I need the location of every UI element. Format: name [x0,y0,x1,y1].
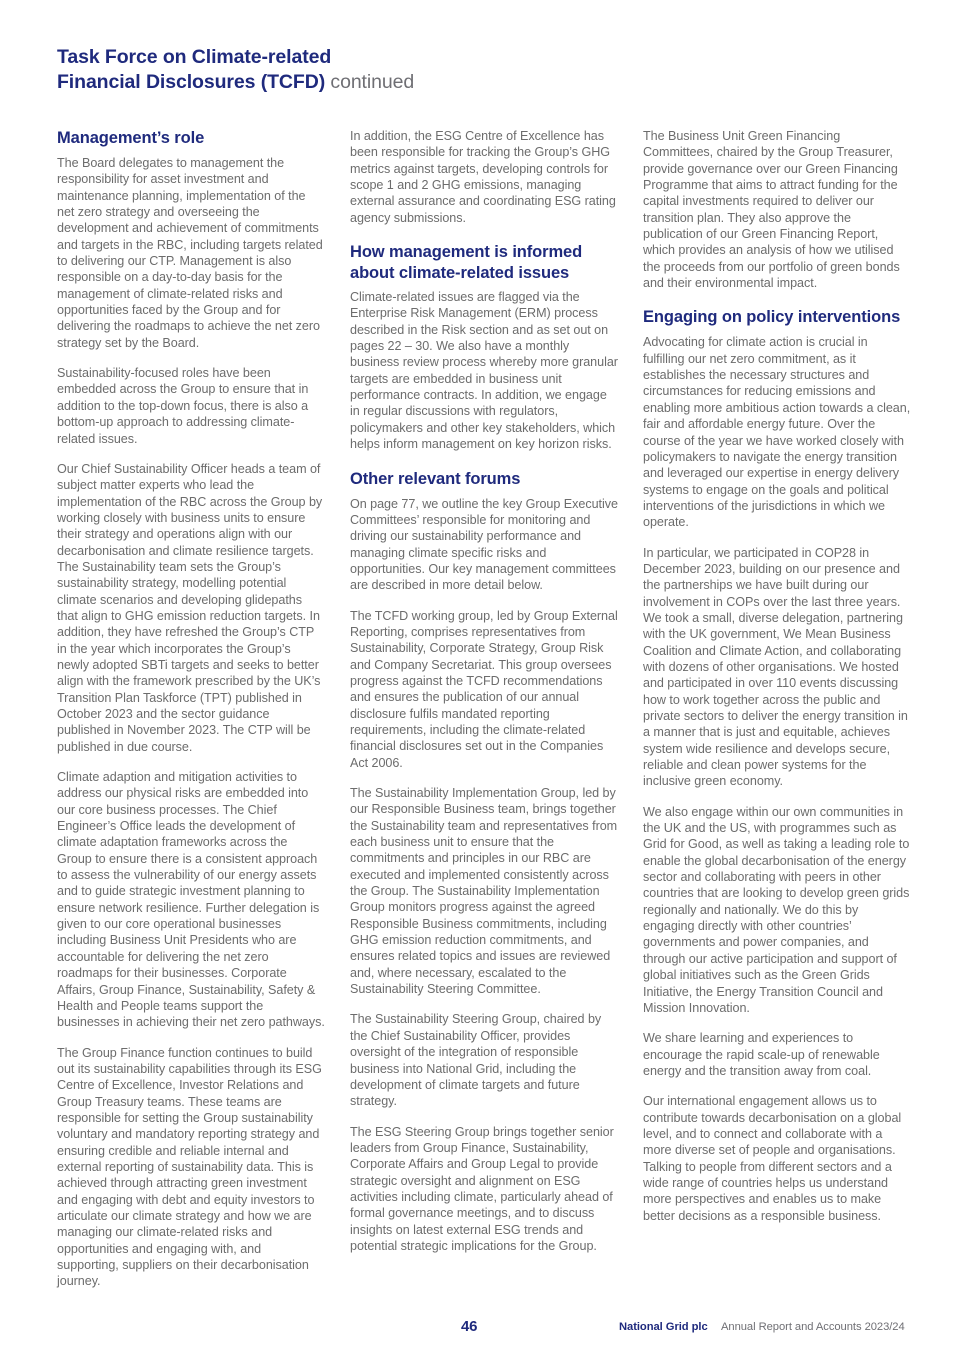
text-column-2 [350,128,618,1290]
paragraph: The ESG Steering Group brings together senior leaders from Group Finance, Sustainability, Corporate Affairs and Group Legal to provide strategic oversight and alignment on ESG activities including climate, particularly ahead of formal governance meetings, and to discuss insights on latest external ESG trends and potential strategic implications for the Group. [350,1124,614,1253]
text-column-3 [643,128,911,1290]
paragraph: We share learning and experiences to encourage the rapid scale-up of renewable energy and the transition away from coal. [643,1031,880,1078]
paragraph: In addition, the ESG Centre of Excellence has been responsible for tracking the Group’s GHG metrics against targets, developing controls for scope 1 and 2 GHG emissions, managing external assurance and coordinating ESG rating agency submissions. [350,129,616,225]
paragraph: Climate-related issues are flagged via the Enterprise Risk Management (ERM) process described in the Risk section and as set out on pages 22 – 30. We also have a monthly business review process whereby more granular targets are embedded in business unit performance contracts. In addition, we engage in regular discussions with regulators, policymakers and other key stakeholders, which helps inform management on key horizon risks. [350,290,618,452]
paragraph: The Sustainability Steering Group, chaired by the Chief Sustainability Officer, provides oversight of the integration of responsible business into National Grid, including the development of climate targets and future strategy. [350,1012,602,1109]
paragraph: Climate adaption and mitigation activities to address our physical risks are embedded into our core business processes. The Chief Engineer’s Office leads the development of climate adaptation frameworks across the Group to ensure there is a consistent approach to assess the vulnerability of our energy assets and to guide strategic investment planning to ensure network resilience. Further delegation is given to our core operational businesses including Business Unit Presidents who are accountable for delivering the net zero roadmaps for their businesses. Corporate Affairs, Group Finance, Sustainability, Safety & Health and People teams support the businesses in achieving their net zero pathways. [57,770,325,1030]
section-heading-line-2: about climate-related issues [350,263,570,282]
footer-brand-name: National Grid plc [619,1321,708,1333]
paragraph: We also engage within our own communities in the UK and the US, with programmes such as Grid for Good, as well as taking a leading role to enable the global decarbonisation of the energy sector and collaborating with peers in other countries that are looking to develop green grids regionally and nationally. We do this by engaging directly with other countries’ governments and power companies, and through our active participation and support of global initiatives such as the Green Grids Initiative, the Energy Transition Council and Mission Innovation. [643,804,910,1015]
three-column-body [57,128,912,1290]
page-title-continued-label: continued [330,71,415,93]
section-heading-how-management-is-informed [350,242,618,283]
page-number: 46 [461,1318,478,1335]
paragraph: Our Chief Sustainability Officer heads a team of subject matter experts who lead the implementation of the RBC across the Group by working closely with business units to ensure their strategy and operations align with our decarbonisation and climate resilience targets. The Sustainability team sets the Group’s sustainability strategy, modelling potential climate scenarios and developing glidepaths that align to GHG emission reduction targets. In addition, they have refreshed the Group’s CTP in the year which incorporates the Group’s newly adopted SBTi targets and seeks to better align with the framework prescribed by the UK’s Transition Plan Taskforce (TPT) published in October 2023 and the sector guidance published in November 2023. The CTP will be published in due course. [57,461,323,754]
section-heading-engaging-on-policy-interventions: Engaging on policy interventions [643,308,901,327]
paragraph: The Board delegates to management the responsibility for asset investment and maintenance planning, implementation of the net zero strategy and overseeing the development and achievement of commitments and targets in the RBC, including targets related to delivering our CTP. Management is also responsible on a day-to-day basis for the management of climate-related risks and opportunities faced by the Group and for delivering the roadmaps to achieve the net zero strategy set by the Board. [57,156,323,350]
paragraph: Sustainability-focused roles have been embedded across the Group to ensure that in addition to the top-down focus, there is also a bottom-up approach to addressing climate-related issues. [57,366,309,446]
section-heading-managements-role: Management’s role [57,129,205,147]
page-footer [0,1318,965,1340]
section-heading-other-relevant-forums: Other relevant forums [350,469,521,488]
paragraph: The Business Unit Green Financing Committees, chaired by the Group Treasurer, provide governance over our Green Financing Programme that aims to attract funding for the capital investments required to deliver our transition plan. They also approve the publication of our Green Financing Report, which provides an analysis of how we utilised the proceeds from our portfolio of green bonds and their environmental impact. [643,129,900,291]
page-header [57,45,757,95]
page-title-bold-part: Financial Disclosures (TCFD) [57,71,326,93]
footer-report-title: Annual Report and Accounts 2023/24 [721,1321,905,1333]
paragraph: The Sustainability Implementation Group, led by our Responsible Business team, brings together the Sustainability team and representatives from each business unit to ensure that the commitments and principles in our RBC are executed and implemented consistently across the Group. The Sustainability Implementation Group monitors progress against the agreed Responsible Business commitments, including GHG emission reduction commitments, and ensures related topics and issues are reviewed and, where necessary, escalated to the Sustainability Steering Committee. [350,786,618,997]
paragraph: The Group Finance function continues to build out its sustainability capabilities through its ESG Centre of Excellence, Investor Relations and Group Treasury teams. These teams are responsible for setting the Group sustainability voluntary and mandatory reporting strategy and ensuring credible and reliable internal and external reporting of sustainability data. This is achieved through attracting green investment and engaging with debt and equity investors to articulate our climate strategy and how we are managing our climate-related risks and opportunities and engaging with, and supporting, suppliers on their decarbonisation journey. [57,1045,322,1289]
page-title-line-1: Task Force on Climate-related [57,46,332,68]
section-heading-line-1: How management is informed [350,243,583,262]
paragraph: The TCFD working group, led by Group External Reporting, comprises representatives from Sustainability, Corporate Strategy, Group Risk and Company Secretariat. This group oversees progress against the TCFD recommendations and ensures the publication of our annual disclosure fulfils mandated reporting requirements, including the climate-related financial disclosures set out in the Companies Act 2006. [350,608,618,770]
paragraph: Our international engagement allows us to contribute towards decarbonisation on a global level, and to connect and collaborate with a more diverse set of people and organisations. Talking to people from different sectors and a wide range of countries helps us understand more perspectives and enables us to make better decisions as a responsible business. [643,1094,902,1223]
paragraph: On page 77, we outline the key Group Executive Committees’ responsible for monitoring and driving our sustainability performance and managing climate specific risks and opportunities. Our key management committees are described in more detail below. [350,496,618,593]
paragraph: Advocating for climate action is crucial in fulfilling our net zero commitment, as it establishes the necessary structures and circumstances for reducing emissions and enabling more ambitious action towards a clean, fair and affordable energy future. Over the course of the year we have worked closely with policymakers to navigate the energy transition and leveraged our expertise in energy delivery systems to engage on the goals and political interventions of the jurisdictions in which we operate. [643,335,911,530]
text-column-1 [57,128,325,1290]
paragraph: In particular, we participated in COP28 in December 2023, building on our presence and the partnerships we have built during our involvement in COPs over the last three years. We took a small, diverse delegation, partnering with the UK government, We Mean Business Coalition and Climate Action, and collaborating with dozens of other organisations. We hosted and participated in over 110 events discussing how to work together across the public and private sectors to deliver the energy transition in a manner that is just and equitable, achieves system wide resilience and develops secure, reliable and clean power systems for the inclusive green economy. [643,545,908,789]
page-title-line-2 [57,70,757,95]
